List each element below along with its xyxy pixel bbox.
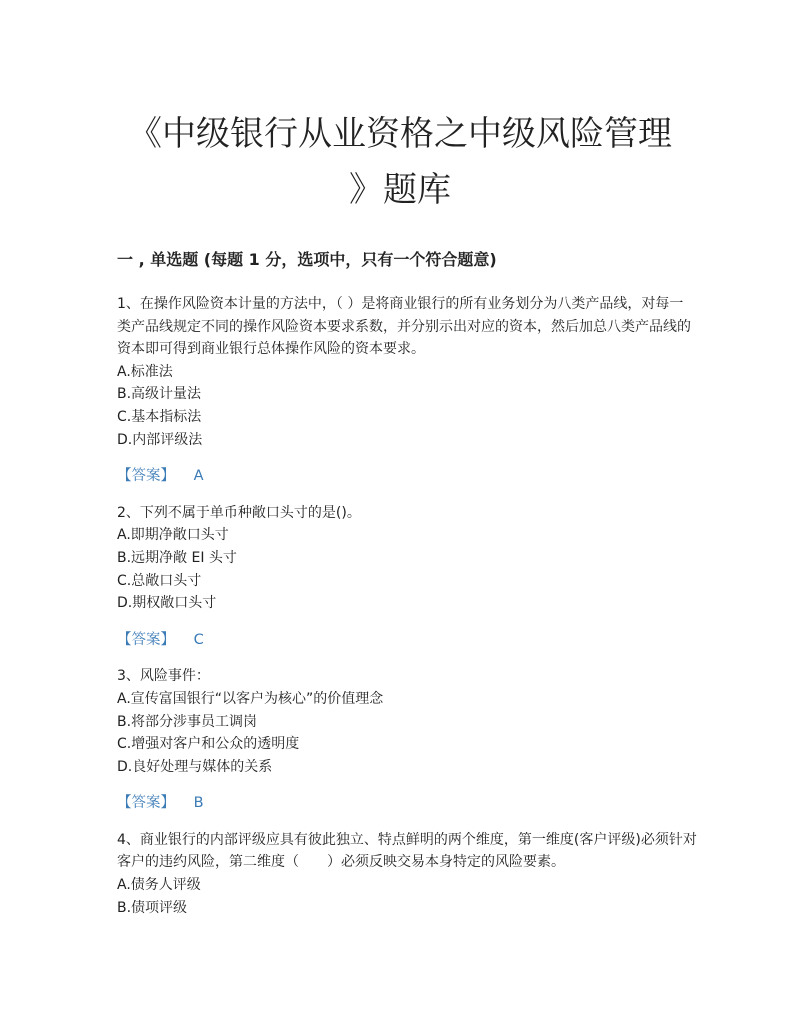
question-4	[117, 829, 697, 919]
answer	[117, 465, 697, 488]
answer-label: 【答案】	[117, 468, 175, 485]
option: C.总敞口头寸	[117, 572, 202, 589]
question-list	[117, 293, 697, 919]
answer-label: 【答案】	[117, 631, 175, 648]
option: A.即期净敞口头寸	[117, 527, 229, 544]
document-title	[100, 106, 700, 218]
question-text: 2、下列不属于单币种敞口头寸的是()。	[117, 504, 361, 521]
question-3	[117, 665, 697, 815]
option: D.内部评级法	[117, 431, 203, 448]
answer-value: B	[193, 795, 204, 812]
answer	[117, 792, 697, 815]
question-text: 3、风险事件：	[117, 668, 210, 685]
option: B.高级计量法	[117, 386, 202, 403]
option: D.良好处理与媒体的关系	[117, 758, 273, 775]
option: A.宣传富国银行“以客户为核心”的价值理念	[117, 690, 384, 707]
option: A.标准法	[117, 363, 173, 380]
question-1	[117, 293, 697, 488]
question-2	[117, 502, 697, 652]
title-line-1: 《中级银行从业资格之中级风险管理	[128, 114, 672, 154]
option: B.远期净敞 EI 头寸	[117, 549, 237, 566]
section-heading: 一 , 单选题 (每题 1 分，选项中，只有一个符合题意)	[117, 250, 497, 269]
option: A.债务人评级	[117, 877, 201, 894]
option: B.债项评级	[117, 899, 188, 916]
answer-value: C	[193, 631, 204, 648]
answer-label: 【答案】	[117, 795, 175, 812]
question-text: 1、在操作风险资本计量的方法中，（ ）是将商业银行的所有业务划分为八类产品线，对每一类产品线规定不同的操作风险资本要求系数，并分别示出对应的资本，然后加总八类产品线的资本即可得到商业银行总体操作风险的资本要求。	[117, 296, 691, 358]
option: C.增强对客户和公众的透明度	[117, 736, 300, 753]
option: D.期权敞口头寸	[117, 595, 217, 612]
option: C.基本指标法	[117, 408, 202, 425]
option: B.将部分涉事员工调岗	[117, 713, 258, 730]
question-text: 4、商业银行的内部评级应具有彼此独立、特点鲜明的两个维度，第一维度(客户评级)必须针对客户的违约风险，第二维度（ ）必须反映交易本身特定的风险要素。	[117, 831, 697, 871]
answer-value: A	[193, 468, 204, 485]
title-line-2: 》题库	[349, 170, 451, 210]
answer	[117, 629, 697, 652]
